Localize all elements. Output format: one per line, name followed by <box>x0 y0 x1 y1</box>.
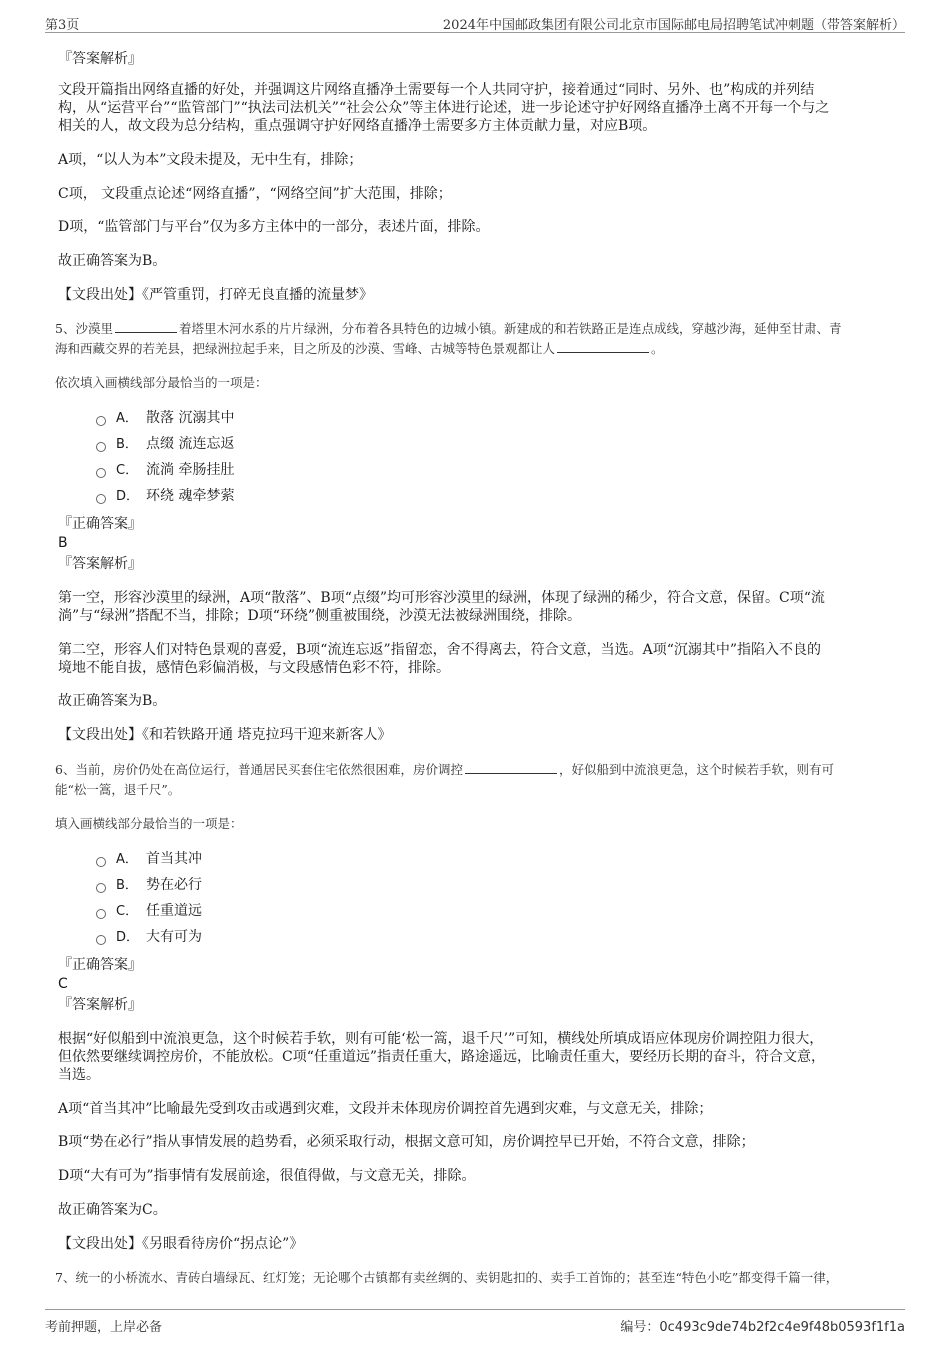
q7-question-text: 7、统一的小桥流水、青砖白墙绿瓦、红灯笼；无论哪个古镇都有卖丝绸的、卖钥匙扣的、卖手工首饰的；甚至连“特色小吃”都变得千篇一律， <box>55 1270 839 1285</box>
q5-analysis-label: 『答案解析』 <box>58 556 142 572</box>
footer-slogan: 考前押题，上岸必备 <box>45 1320 163 1335</box>
q6-option-d-analysis: D项“大有可为”指事情有发展前途，很值得做，与文意无关，排除。 <box>58 1168 476 1184</box>
radio-icon[interactable] <box>96 909 106 919</box>
q6-correct-answer: C <box>58 976 68 992</box>
q4-option-d-analysis: D项，“监管部门与平台”仅为多方主体中的一部分，表述片面，排除。 <box>58 219 490 235</box>
q4-option-c-analysis: C项， 文段重点论述“网络直播”，“网络空间”扩大范围，排除； <box>58 186 452 202</box>
radio-icon[interactable] <box>96 468 106 478</box>
q5-blank-2 <box>557 339 649 353</box>
page-number: 第3页 <box>45 18 80 33</box>
q5-question-text: 5、沙漠里 着塔里木河水系的片片绿洲，分布着各具特色的边城小镇。新建成的和若铁路正是连点成线，穿越沙海，延伸至甘肃、青 海和西藏交界的若羌县，把绿洲拉起手来，目之所及的沙漠、雪峰、古城等特色景观都让人 。 <box>55 321 842 356</box>
q6-source: 【文段出处】《另眼看待房价“拐点论”》 <box>58 1236 304 1252</box>
q5-analysis-paragraph-2: 第二空，形容人们对特色景观的喜爱，B项“流连忘返”指留恋，舍不得离去，符合文意，当选。A项“沉溺其中”指陷入不良的 境地不能自拔，感情色彩偏消极，与文段感情色彩不符，排除。 <box>58 642 822 676</box>
q6-prompt: 填入画横线部分最恰当的一项是： <box>55 816 243 831</box>
q5-conclusion: 故正确答案为B。 <box>58 693 167 709</box>
q4-analysis-paragraph: 文段开篇指出网络直播的好处，并强调这片网络直播净土需要每一个人共同守护，接着通过“同时、另外、也”构成的并列结 构，从“运营平台”“监管部门”“执法司法机关”“社会公众”等主体进行论述，进一步论述守护好网络直播净土离不开每一个与之 相关的人，故文段为总分结构，重点强调守护好网络直播净土需要多方主体贡献力量，对应B项。 <box>58 82 830 134</box>
q4-source: 【文段出处】《严管重罚，打碎无良直播的流量梦》 <box>58 287 373 303</box>
page-header <box>45 10 905 33</box>
q4-conclusion: 故正确答案为B。 <box>58 253 167 269</box>
radio-icon[interactable] <box>96 883 106 893</box>
q5-correct-label: 『正确答案』 <box>58 516 142 532</box>
q5-option-a[interactable]: A． 散落 沉溺其中 <box>96 408 234 428</box>
q5-blank-1 <box>115 319 177 333</box>
q5-prompt: 依次填入画横线部分最恰当的一项是： <box>55 375 268 390</box>
q6-conclusion: 故正确答案为C。 <box>58 1202 167 1218</box>
q4-analysis-label: 『答案解析』 <box>58 51 142 67</box>
radio-icon[interactable] <box>96 494 106 504</box>
document-title: 2024年中国邮政集团有限公司北京市国际邮电局招聘笔试冲刺题（带答案解析） <box>442 18 905 33</box>
radio-icon[interactable] <box>96 416 106 426</box>
page-footer <box>45 1309 905 1336</box>
q6-analysis-paragraph: 根据“好似船到中流浪更急，这个时候若手软，则有可能‘松一篙，退千尺’”可知，横线处所填成语应体现房价调控阻力很大， 但依然要继续调控房价，不能放松。C项“任重道远”指责任重大，路途遥远，比喻责任重大，要经历长期的奋斗，符合文意， 当选。 <box>58 1031 826 1083</box>
q5-option-d[interactable]: D． 环绕 魂牵梦萦 <box>96 486 234 506</box>
radio-icon[interactable] <box>96 857 106 867</box>
radio-icon[interactable] <box>96 442 106 452</box>
q6-question-text: 6、当前，房价仍处在高位运行，普通居民买套住宅依然很困难，房价调控 ，好似船到中流浪更急，这个时候若手软，则有可 能“松一篙，退千尺”。 <box>55 762 834 797</box>
q5-option-b[interactable]: B． 点缀 流连忘返 <box>96 434 234 454</box>
q6-blank <box>465 760 557 774</box>
q5-analysis-paragraph-1: 第一空，形容沙漠里的绿洲，A项“散落”、B项“点缀”均可形容沙漠里的绿洲，体现了绿洲的稀少，符合文意，保留。C项“流 淌”与“绿洲”搭配不当，排除；D项“环绕”侧重被围绕，沙漠无法被绿洲围绕，排除。 <box>58 590 825 624</box>
document-id: 编号：0c493c9de74b2f2c4e9f48b0593f1f1a <box>620 1320 905 1335</box>
q6-correct-label: 『正确答案』 <box>58 957 142 973</box>
q6-option-a[interactable]: A． 首当其冲 <box>96 849 202 869</box>
q6-analysis-label: 『答案解析』 <box>58 997 142 1013</box>
q5-source: 【文段出处】《和若铁路开通 塔克拉玛干迎来新客人》 <box>58 727 392 743</box>
q6-option-b[interactable]: B． 势在必行 <box>96 875 202 895</box>
radio-icon[interactable] <box>96 935 106 945</box>
q6-option-b-analysis: B项“势在必行”指从事情发展的趋势看，必须采取行动，根据文意可知，房价调控早已开始，不符合文意，排除； <box>58 1134 755 1150</box>
q6-option-a-analysis: A项“首当其冲”比喻最先受到攻击或遇到灾难，文段并未体现房价调控首先遇到灾难，与文意无关，排除； <box>58 1101 713 1117</box>
q5-option-c[interactable]: C． 流淌 牵肠挂肚 <box>96 460 234 480</box>
q6-option-d[interactable]: D． 大有可为 <box>96 927 202 947</box>
q6-option-c[interactable]: C． 任重道远 <box>96 901 202 921</box>
q4-option-a-analysis: A项，“以人为本”文段未提及，无中生有，排除； <box>58 152 363 168</box>
q5-correct-answer: B <box>58 535 68 551</box>
